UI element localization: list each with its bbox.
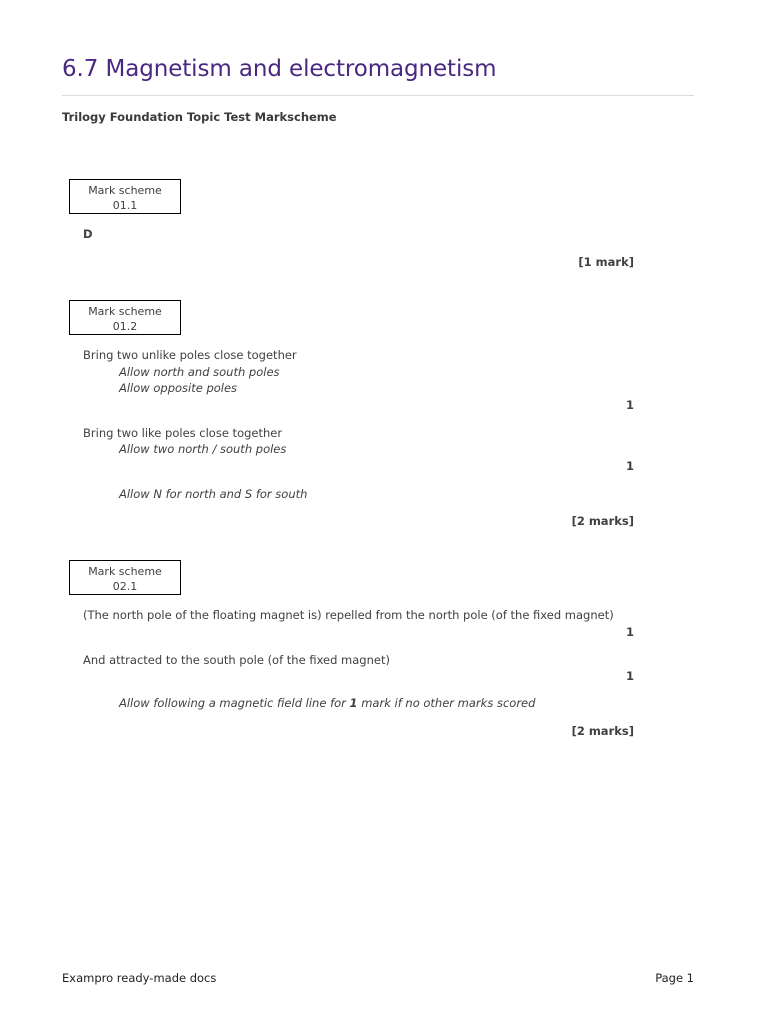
marking-point: And attracted to the south pole (of the fixed magnet) [83, 653, 390, 667]
mark-scheme-box-label: Mark scheme [88, 565, 162, 578]
answer-text: D [83, 227, 93, 241]
page-number: Page 1 [655, 971, 694, 985]
marking-point: (The north pole of the floating magnet is) repelled from the north pole (of the fixed magnet) [83, 608, 614, 622]
title-divider [62, 95, 694, 96]
total-marks: [2 marks] [571, 514, 634, 528]
allowance-note-mark: 1 [349, 696, 358, 710]
mark-scheme-box-01-1 [69, 179, 181, 214]
mark-scheme-box-02-1 [69, 560, 181, 595]
total-marks: [1 mark] [578, 255, 634, 269]
question-number: 01.1 [112, 199, 138, 212]
point-mark: 1 [625, 625, 634, 639]
allowance-note: Allow opposite poles [119, 381, 238, 395]
question-number: 01.2 [112, 320, 138, 333]
allowance-note-start: Allow following a magnetic field line for [119, 696, 350, 710]
allowance-note: Allow two north / south poles [119, 442, 287, 456]
point-mark: 1 [625, 459, 634, 473]
page-title: 6.7 Magnetism and electromagnetism [62, 56, 497, 82]
point-mark: 1 [625, 669, 634, 683]
mark-scheme-box-label: Mark scheme [88, 184, 162, 197]
page-subtitle: Trilogy Foundation Topic Test Markscheme [62, 110, 337, 124]
marking-point: Bring two like poles close together [83, 426, 283, 440]
point-mark: 1 [625, 398, 634, 412]
mark-scheme-box-label: Mark scheme [88, 305, 162, 318]
allowance-note: Allow north and south poles [119, 365, 280, 379]
allowance-note: Allow N for north and S for south [119, 487, 308, 501]
footer-source: Exampro ready-made docs [62, 971, 217, 985]
marking-point: Bring two unlike poles close together [83, 348, 297, 362]
allowance-note [119, 696, 535, 710]
allowance-note-end: mark if no other marks scored [357, 696, 536, 710]
total-marks: [2 marks] [571, 724, 634, 738]
question-number: 02.1 [112, 580, 138, 593]
mark-scheme-box-01-2 [69, 300, 181, 335]
